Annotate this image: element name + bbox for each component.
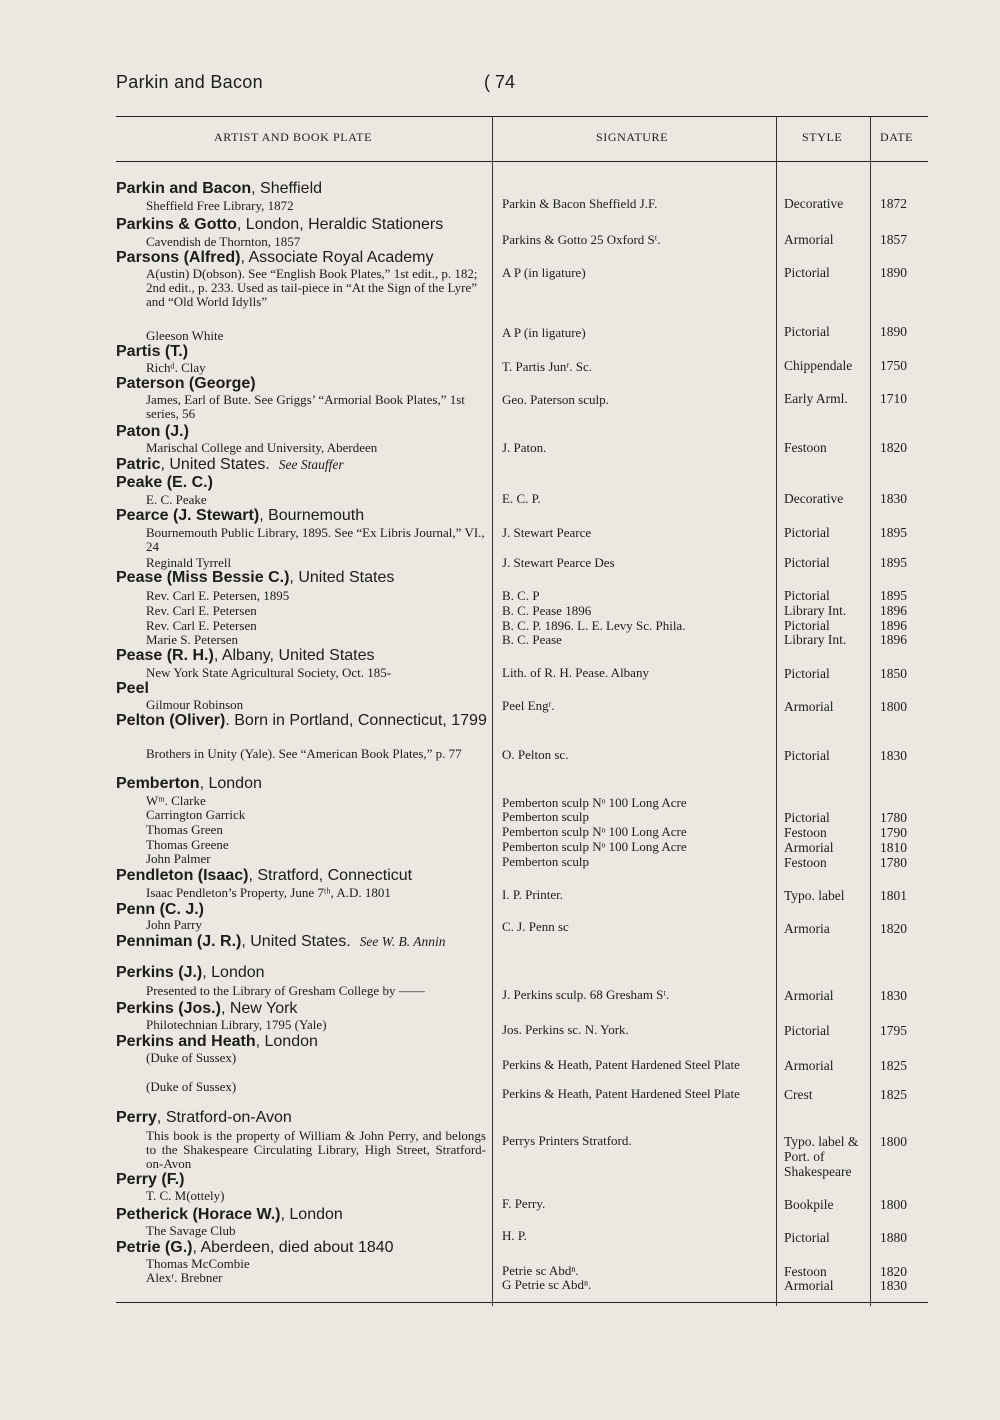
owner-name: Wᵐ. Clarke <box>146 793 206 808</box>
date: 1830 <box>880 491 907 506</box>
owner-name: Richᵈ. Clay <box>146 360 206 375</box>
signature: G Petrie sc Abdⁿ. <box>502 1277 592 1292</box>
artist-entry: Paton (J.) <box>116 423 189 440</box>
owner-name: John Parry <box>146 917 202 932</box>
date: 1820 <box>880 440 907 455</box>
signature: Perrys Printers Stratford. <box>502 1133 632 1148</box>
owner-name: Thomas McCombie <box>146 1256 250 1271</box>
signature: Petrie sc Abdⁿ. <box>502 1263 579 1278</box>
owner-name: James, Earl of Bute. See Griggs’ “Armorial Book Plates,” 1st series, 56 <box>146 392 465 421</box>
date: 1872 <box>880 196 907 211</box>
style: Pictorial <box>784 324 830 339</box>
signature: Pemberton sculp <box>502 809 590 824</box>
style: Pictorial <box>784 666 830 681</box>
owner-name: Carrington Garrick <box>146 807 246 822</box>
date: 1896 <box>880 618 907 633</box>
style: Armoria <box>784 921 830 936</box>
style: Early Arml. <box>784 391 848 406</box>
date: 1825 <box>880 1087 907 1102</box>
artist-entry: Petrie (G.), Aberdeen, died about 1840 <box>116 1239 394 1256</box>
owner-name: This book is the property of William & John Perry, and belongs to the Shakespeare Circulating Library, High Street, Stratford-on-Avon <box>146 1128 486 1171</box>
date: 1820 <box>880 921 907 936</box>
style: Library Int. <box>784 603 847 618</box>
artist-entry: Parkin and Bacon, Sheffield <box>116 180 323 197</box>
date: 1825 <box>880 1058 907 1073</box>
signature: A P (in ligature) <box>502 265 586 280</box>
style: Pictorial <box>784 810 830 825</box>
artist-entry: Perkins (Jos.), New York <box>116 1000 298 1017</box>
owner-name: E. C. Peake <box>146 492 207 507</box>
owner-name: Alexʳ. Brebner <box>146 1270 223 1285</box>
signature: F. Perry. <box>502 1196 546 1211</box>
signature: C. J. Penn sc <box>502 919 569 934</box>
owner-name: Brothers in Unity (Yale). See “American Book Plates,” p. 77 <box>146 746 462 761</box>
signature: J. Perkins sculp. 68 Gresham Sᵗ. <box>502 987 670 1002</box>
style: Armorial <box>784 699 834 714</box>
style: Decorative <box>784 196 844 211</box>
date: 1750 <box>880 358 907 373</box>
column-header-artist: ARTIST AND BOOK PLATE <box>214 130 373 144</box>
date: 1800 <box>880 699 907 714</box>
running-title: Parkin and Bacon <box>116 72 263 92</box>
signature: Pemberton sculp Nᵒ 100 Long Acre <box>502 795 687 810</box>
owner-name: The Savage Club <box>146 1223 236 1238</box>
signature: Pemberton sculp Nᵒ 100 Long Acre <box>502 824 687 839</box>
style: Armorial <box>784 1278 834 1293</box>
date: 1810 <box>880 840 907 855</box>
signature: Pemberton sculp <box>502 854 590 869</box>
signature: Parkins & Gotto 25 Oxford Sᵗ. <box>502 232 661 247</box>
owner-name: Rev. Carl E. Petersen <box>146 618 257 633</box>
artist-entry: Partis (T.) <box>116 343 189 360</box>
artist-entry: Perry (F.) <box>116 1171 185 1188</box>
owner-name: Philotechnian Library, 1795 (Yale) <box>146 1017 327 1032</box>
date: 1895 <box>880 555 907 570</box>
owner-name: Presented to the Library of Gresham College by —— <box>146 983 425 998</box>
date: 1800 <box>880 1197 907 1212</box>
style: Library Int. <box>784 632 847 647</box>
artist-entry: Perkins and Heath, London <box>116 1033 318 1050</box>
date: 1830 <box>880 748 907 763</box>
style: Decorative <box>784 491 844 506</box>
owner-name: Cavendish de Thornton, 1857 <box>146 234 301 249</box>
artist-entry: Penn (C. J.) <box>116 901 205 918</box>
owner-name: (Duke of Sussex) <box>146 1079 237 1094</box>
style: Pictorial <box>784 555 830 570</box>
signature: B. C. Pease <box>502 632 562 647</box>
column-header-date: DATE <box>880 130 914 144</box>
owner-name: T. C. M(ottely) <box>146 1188 225 1203</box>
style: Festoon <box>784 440 827 455</box>
style: Pictorial <box>784 525 830 540</box>
column-divider <box>776 116 777 1306</box>
artist-entry: Pease (R. H.), Albany, United States <box>116 647 375 664</box>
artist-entry: Pemberton, London <box>116 775 262 792</box>
signature: J. Stewart Pearce <box>502 525 592 540</box>
artist-entry: Parsons (Alfred), Associate Royal Academy <box>116 249 434 266</box>
date: 1780 <box>880 810 907 825</box>
style: Armorial <box>784 840 834 855</box>
owner-name: Thomas Greene <box>146 837 229 852</box>
owner-name: Gleeson White <box>146 328 224 343</box>
signature: E. C. P. <box>502 491 541 506</box>
owner-name: (Duke of Sussex) <box>146 1050 237 1065</box>
owner-name: New York State Agricultural Society, Oct. 185- <box>146 665 392 680</box>
date: 1857 <box>880 232 907 247</box>
signature: J. Paton. <box>502 440 547 455</box>
artist-entry: Penniman (J. R.), United States. See W. B. Annin <box>116 933 446 950</box>
signature: J. Stewart Pearce Des <box>502 555 615 570</box>
artist-entry: Parkins & Gotto, London, Heraldic Stationers <box>116 216 444 233</box>
style: Typo. label <box>784 888 845 903</box>
owner-name: Marie S. Petersen <box>146 632 239 647</box>
date: 1890 <box>880 324 907 339</box>
date: 1801 <box>880 888 907 903</box>
date: 1800 <box>880 1134 907 1149</box>
signature: Pemberton sculp Nᵒ 100 Long Acre <box>502 839 687 854</box>
artist-entry: Patric, United States. See Stauffer <box>116 456 344 473</box>
date: 1895 <box>880 525 907 540</box>
date: 1780 <box>880 855 907 870</box>
signature: Geo. Paterson sculp. <box>502 392 609 407</box>
artist-entry: Pearce (J. Stewart), Bournemouth <box>116 507 365 524</box>
style: Pictorial <box>784 618 830 633</box>
signature: B. C. P <box>502 588 540 603</box>
date: 1895 <box>880 588 907 603</box>
style: Pictorial <box>784 748 830 763</box>
owner-name: Rev. Carl E. Petersen, 1895 <box>146 588 290 603</box>
style: Armorial <box>784 1058 834 1073</box>
signature: Peel Engʳ. <box>502 698 555 713</box>
date: 1880 <box>880 1230 907 1245</box>
style: Armorial <box>784 988 834 1003</box>
table-bottom-rule <box>116 1302 928 1303</box>
signature: A P (in ligature) <box>502 325 586 340</box>
style: Festoon <box>784 1264 827 1279</box>
signature: O. Pelton sc. <box>502 747 569 762</box>
date: 1710 <box>880 391 907 406</box>
date: 1850 <box>880 666 907 681</box>
owner-name: Bournemouth Public Library, 1895. See “Ex Libris Journal,” VI., 24 <box>146 525 485 554</box>
signature: H. P. <box>502 1228 527 1243</box>
date: 1830 <box>880 988 907 1003</box>
artist-entry: Peel <box>116 680 149 697</box>
style: Crest <box>784 1087 813 1102</box>
owner-name: Thomas Green <box>146 822 223 837</box>
column-header-signature: SIGNATURE <box>596 130 669 144</box>
style: Festoon <box>784 855 827 870</box>
owner-name: Reginald Tyrrell <box>146 555 232 570</box>
signature: I. P. Printer. <box>502 887 564 902</box>
signature: T. Partis Junʳ. Sc. <box>502 359 592 374</box>
date: 1830 <box>880 1278 907 1293</box>
signature: B. C. P. 1896. L. E. Levy Sc. Phila. <box>502 618 686 633</box>
signature: Lith. of R. H. Pease. Albany <box>502 665 649 680</box>
date: 1820 <box>880 1264 907 1279</box>
page-header <box>116 72 536 102</box>
signature: B. C. Pease 1896 <box>502 603 592 618</box>
style: Armorial <box>784 232 834 247</box>
owner-name: Rev. Carl E. Petersen <box>146 603 257 618</box>
date: 1896 <box>880 632 907 647</box>
header-bottom-rule <box>116 161 928 162</box>
artist-entry: Pelton (Oliver). Born in Portland, Connecticut, 1799 <box>116 712 487 729</box>
artist-entry: Pendleton (Isaac), Stratford, Connecticut <box>116 867 413 884</box>
signature: Jos. Perkins sc. N. York. <box>502 1022 629 1037</box>
table-top-rule <box>116 116 928 117</box>
owner-name: Isaac Pendleton’s Property, June 7ᵗʰ, A.D. 1801 <box>146 885 391 900</box>
style: Typo. label & Port. of Shakespeare <box>784 1134 859 1179</box>
owner-name: Marischal College and University, Aberdeen <box>146 440 378 455</box>
owner-name: John Palmer <box>146 851 211 866</box>
owner-name: Sheffield Free Library, 1872 <box>146 198 294 213</box>
artist-entry: Peake (E. C.) <box>116 474 213 491</box>
style: Bookpile <box>784 1197 834 1212</box>
artist-entry: Perry, Stratford-on-Avon <box>116 1109 292 1126</box>
signature: Perkins & Heath, Patent Hardened Steel Plate <box>502 1057 740 1072</box>
style: Festoon <box>784 825 827 840</box>
style: Pictorial <box>784 1023 830 1038</box>
style: Pictorial <box>784 265 830 280</box>
owner-name: A(ustin) D(obson). See “English Book Plates,” 1st edit., p. 182; 2nd edit., p. 233. Used as tail-piece in “At the Sign of the Lyre” and “Old World Idylls” <box>146 266 478 309</box>
artist-entry: Paterson (George) <box>116 375 256 392</box>
signature: Perkins & Heath, Patent Hardened Steel Plate <box>502 1086 740 1101</box>
signature: Parkin & Bacon Sheffield J.F. <box>502 196 658 211</box>
artist-entry: Pease (Miss Bessie C.), United States <box>116 569 395 586</box>
date: 1790 <box>880 825 907 840</box>
column-header-style: STYLE <box>802 130 843 144</box>
artist-entry: Perkins (J.), London <box>116 964 265 981</box>
style: Pictorial <box>784 1230 830 1245</box>
page-number: ( 74 <box>484 72 516 92</box>
artist-entry: Petherick (Horace W.), London <box>116 1206 343 1223</box>
style: Chippendale <box>784 358 853 373</box>
date: 1890 <box>880 265 907 280</box>
date: 1795 <box>880 1023 907 1038</box>
date: 1896 <box>880 603 907 618</box>
style: Pictorial <box>784 588 830 603</box>
column-divider <box>492 116 493 1306</box>
owner-name: Gilmour Robinson <box>146 697 244 712</box>
